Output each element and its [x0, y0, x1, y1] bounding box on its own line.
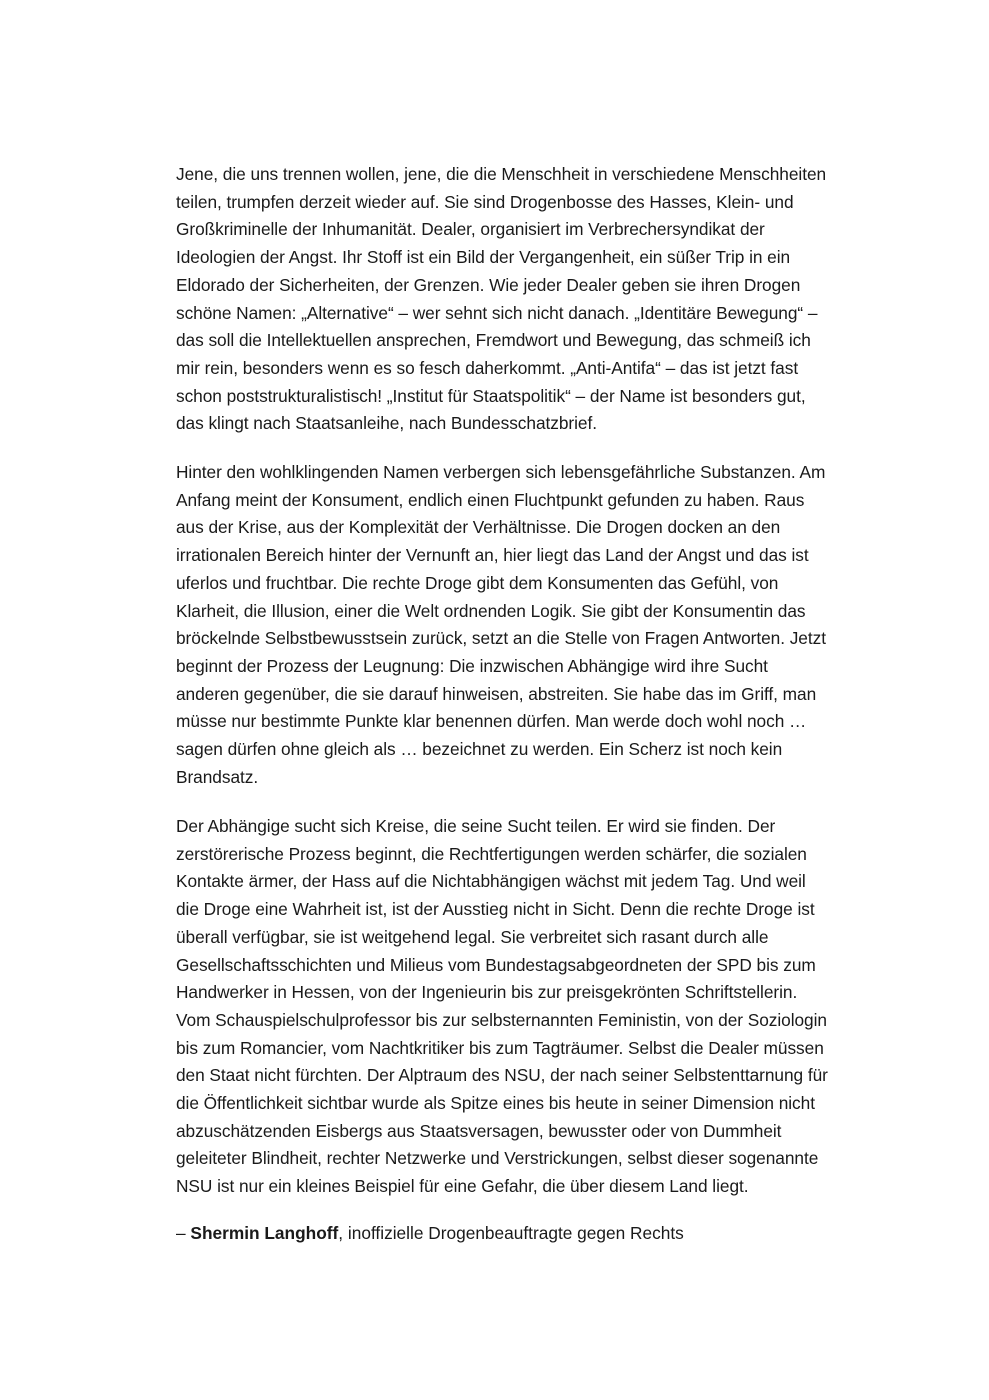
paragraph-2: Hinter den wohlklingenden Namen verbergen sich lebensgefährliche Substanzen. Am Anfang meint der Konsument, endlich einen Fluchtpunkt gefunden zu haben. Raus aus der Krise, aus der Komplexität der Verhältnisse. Die Drogen docken an den irrationalen Bereich hinter der Vernunft an, hier liegt das Land der Angst und das ist uferlos und fruchtbar. Die rechte Droge gibt dem Konsumenten das Gefühl, von Klarheit, die Illusion, einer die Welt ordnenden Logik. Sie gibt der Konsumentin das bröckelnde Selbstbewusstsein zurück, setzt an die Stelle von Fragen Antworten. Jetzt beginnt der Prozess der Leugnung: Die inzwischen Abhängige wird ihre Sucht anderen gegenüber, die sie darauf hinweisen, abstreiten. Sie habe das im Griff, man müsse nur bestimmte Punkte klar benennen dürfen. Man werde doch wohl noch … sagen dürfen ohne gleich als … bezeichnet zu werden. Ein Scherz ist noch kein Brandsatz.: [176, 462, 826, 787]
paragraph-1: Jene, die uns trennen wollen, jene, die die Menschheit in verschiedene Menschheiten teilen, trumpfen derzeit wieder auf. Sie sind Drogenbosse des Hasses, Klein- und Großkriminelle der Inhumanität. Dealer, organisiert im Verbrechersyndikat der Ideologien der Angst. Ihr Stoff ist ein Bild der Vergangenheit, ein süßer Trip in ein Eldorado der Sicherheiten, der Grenzen. Wie jeder Dealer geben sie ihren Drogen schöne Namen: „Alternative“ – wer sehnt sich nicht danach. „Identitäre Bewegung“ – das soll die Intellektuellen ansprechen, Fremdwort und Bewegung, das schmeiß ich mir rein, besonders wenn es so fesch daherkommt. „Anti-Antifa“ – das ist jetzt fast schon poststrukturalistisch! „Institut für Staatspolitik“ – der Name ist besonders gut, das klingt nach Staatsanleihe, nach Bundesschatzbrief.: [176, 164, 827, 434]
paragraph-3: Der Abhängige sucht sich Kreise, die seine Sucht teilen. Er wird sie finden. Der zerstörerische Prozess beginnt, die Rechtfertigungen werden schärfer, die sozialen Kontakte ärmer, der Hass auf die Nichtabhängigen wächst mit jedem Tag. Und weil die Droge eine Wahrheit ist, ist der Ausstieg nicht in Sicht. Denn die rechte Droge ist überall verfügbar, sie ist weitgehend legal. Sie verbreitet sich rasant durch alle Gesellschaftsschichten und Milieus vom Bundestagsabgeordneten der SPD bis zum Handwerker in Hessen, von der Ingenieurin bis zur preisgekrönten Schriftstellerin. Vom Schauspielschulprofessor bis zur selbsternannten Feministin, von der Soziologin bis zum Romancier, vom Nachtkritiker bis zum Tagträumer. Selbst die Dealer müssen den Staat nicht fürchten. Der Alptraum des NSU, der nach seiner Selbstenttarnung für die Öffentlichkeit sichtbar wurde als Spitze eines bis heute in seiner Dimension nicht abzuschätzenden Eisbergs aus Staatsversagen, bewusster oder von Dummheit geleiteter Blindheit, rechter Netzwerke und Verstrickungen, selbst dieser sogenannte NSU ist nur ein kleines Beispiel für eine Gefahr, die über diesem Land liegt.: [176, 816, 828, 1197]
signature-role: , inoffizielle Drogenbeauftragte gegen Rechts: [338, 1223, 684, 1243]
signature-line: [176, 1220, 876, 1248]
signature-author: Shermin Langhoff: [190, 1223, 339, 1243]
signature-dash: –: [176, 1223, 191, 1243]
